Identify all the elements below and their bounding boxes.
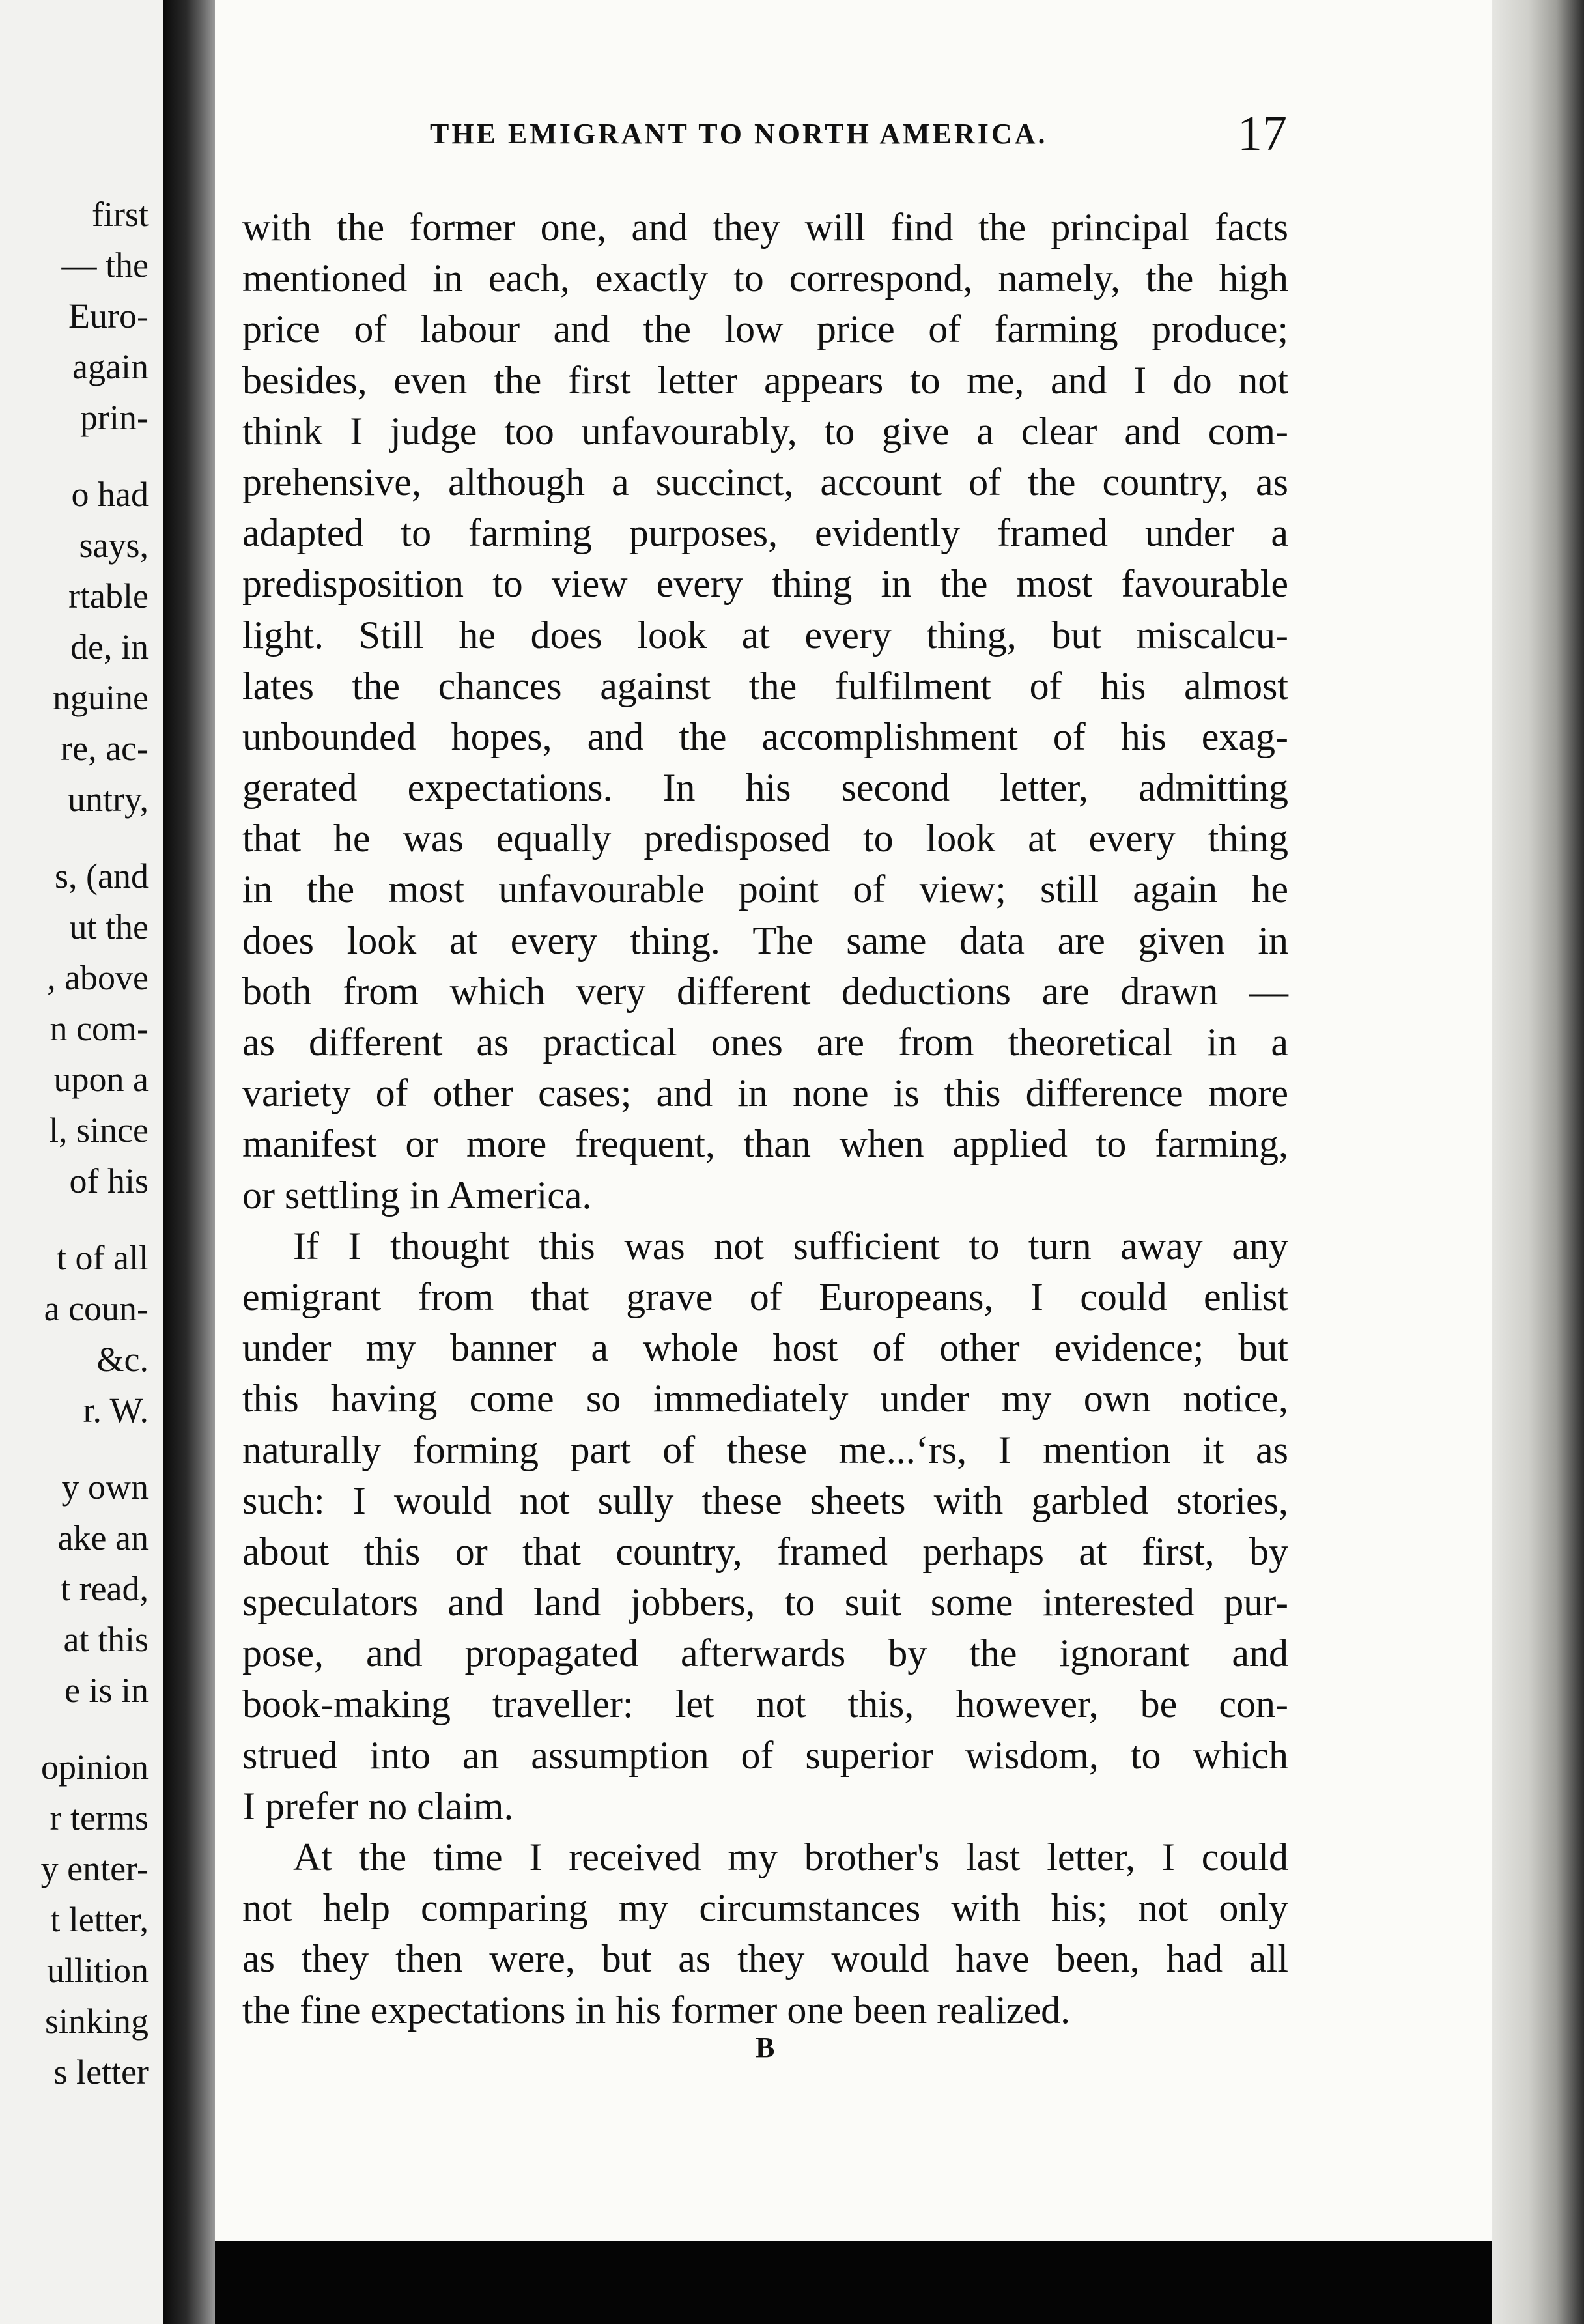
body-text: [242, 202, 1288, 2035]
left-line: upon a: [53, 1060, 148, 1099]
left-gap: [0, 1206, 148, 1232]
book-gutter: [163, 0, 215, 2324]
scan-border: [215, 2241, 1492, 2324]
text-line: If I thought this was not sufficient to turn away any: [293, 1224, 1288, 1268]
left-page-text: [0, 189, 148, 2097]
text-line: naturally forming part of these me...ʻrs, I mention it as: [242, 1428, 1288, 1471]
text-line: I prefer no claim.: [242, 1784, 514, 1828]
text-line: unbounded hopes, and the accomplishment of his exag-: [242, 715, 1288, 758]
left-line: Euro-: [68, 296, 148, 335]
left-line: — the: [61, 246, 148, 285]
text-line: with the former one, and they will find the principal facts: [242, 206, 1288, 249]
left-line: s, (and: [55, 857, 148, 896]
left-gap: [0, 443, 148, 469]
left-line: , above: [47, 958, 148, 997]
left-line: y enter-: [40, 1849, 148, 1888]
text-line: in the most unfavourable point of view; still again he: [242, 868, 1288, 911]
text-line: manifest or more frequent, than when applied to farming,: [242, 1122, 1288, 1166]
left-line: r terms: [50, 1798, 148, 1837]
text-line: about this or that country, framed perhaps at first, by: [242, 1529, 1288, 1573]
text-line: At the time I received my brother's last letter, I could: [293, 1835, 1288, 1878]
left-line: o had: [71, 475, 148, 514]
text-line: the fine expectations in his former one been realized.: [242, 1988, 1071, 2032]
left-line: says,: [79, 526, 148, 565]
text-line: book-making traveller: let not this, however, be con-: [242, 1682, 1288, 1726]
left-line: de, in: [70, 627, 148, 666]
left-facing-page: [0, 0, 163, 2324]
left-line: sinking: [44, 2002, 148, 2041]
text-line: or settling in America.: [242, 1173, 592, 1217]
text-line: this having come so immediately under my own notice,: [242, 1377, 1288, 1421]
text-line: besides, even the first letter appears to me, and I do not: [242, 358, 1288, 402]
left-line: t letter,: [50, 1900, 148, 1939]
text-line: price of labour and the low price of farming produce;: [242, 307, 1288, 351]
text-line: both from which very different deductions are drawn —: [242, 969, 1288, 1013]
left-line: prin-: [80, 398, 148, 437]
left-line: y own: [61, 1467, 148, 1507]
text-line: does look at every thing. The same data are given in: [242, 918, 1288, 962]
text-line: as different as practical ones are from theoretical in a: [242, 1021, 1288, 1064]
left-line: t of all: [57, 1238, 148, 1277]
text-line: light. Still he does look at every thing, but miscalcu-: [242, 613, 1288, 657]
left-gap: [0, 825, 148, 851]
left-line: ut the: [69, 907, 148, 946]
left-gap: [0, 1716, 148, 1742]
text-line: prehensive, although a succinct, account of the country, as: [242, 460, 1288, 503]
text-line: gerated expectations. In his second letter, admitting: [242, 766, 1288, 810]
left-line: at this: [63, 1620, 148, 1659]
left-line: t read,: [61, 1569, 148, 1608]
text-line: under my banner a whole host of other evidence; but: [242, 1326, 1288, 1370]
left-line: re, ac-: [61, 729, 148, 768]
text-line: pose, and propagated afterwards by the ignorant and: [242, 1632, 1288, 1675]
text-line: not help comparing my circumstances with his; not only: [242, 1886, 1288, 1930]
left-line: first: [92, 195, 148, 234]
left-line: e is in: [64, 1671, 148, 1710]
left-line: nguine: [53, 678, 148, 717]
left-line: s letter: [53, 2052, 148, 2091]
left-line: l, since: [49, 1111, 148, 1150]
text-line: emigrant from that grave of Europeans, I could enlist: [242, 1275, 1288, 1318]
text-line: predisposition to view every thing in the most favourable: [242, 562, 1288, 606]
page-number: 17: [1238, 106, 1287, 161]
text-line: that he was equally predisposed to look at every thing: [242, 817, 1288, 860]
text-line: strued into an assumption of superior wisdom, to which: [242, 1733, 1288, 1777]
left-line: ullition: [46, 1951, 148, 1990]
text-line: think I judge too unfavourably, to give a clear and com-: [242, 409, 1288, 453]
left-line: untry,: [68, 780, 148, 819]
text-line: mentioned in each, exactly to correspond, namely, the high: [242, 257, 1288, 300]
left-line: ake an: [57, 1518, 148, 1557]
text-line: lates the chances against the fulfilment of his almost: [242, 664, 1288, 707]
text-line: such: I would not sully these sheets with garbled stories,: [242, 1479, 1288, 1522]
signature-mark: B: [756, 2032, 775, 2063]
text-line: speculators and land jobbers, to suit some interested pur-: [242, 1581, 1288, 1624]
left-line: rtable: [68, 576, 148, 616]
running-title: THE EMIGRANT TO NORTH AMERICA.: [430, 118, 1048, 150]
left-line: of his: [69, 1161, 148, 1200]
left-gap: [0, 1436, 148, 1462]
left-line: &c.: [96, 1340, 148, 1379]
left-line: a coun-: [44, 1289, 148, 1328]
left-line: again: [72, 347, 148, 386]
left-line: n com-: [50, 1009, 148, 1048]
text-line: as they then were, but as they would have been, had all: [242, 1937, 1288, 1981]
left-line: opinion: [40, 1748, 148, 1787]
page-edge: [1492, 0, 1584, 2324]
text-line: variety of other cases; and in none is this difference more: [242, 1071, 1288, 1115]
text-line: adapted to farming purposes, evidently framed under a: [242, 511, 1288, 555]
left-line: r. W.: [83, 1391, 148, 1430]
